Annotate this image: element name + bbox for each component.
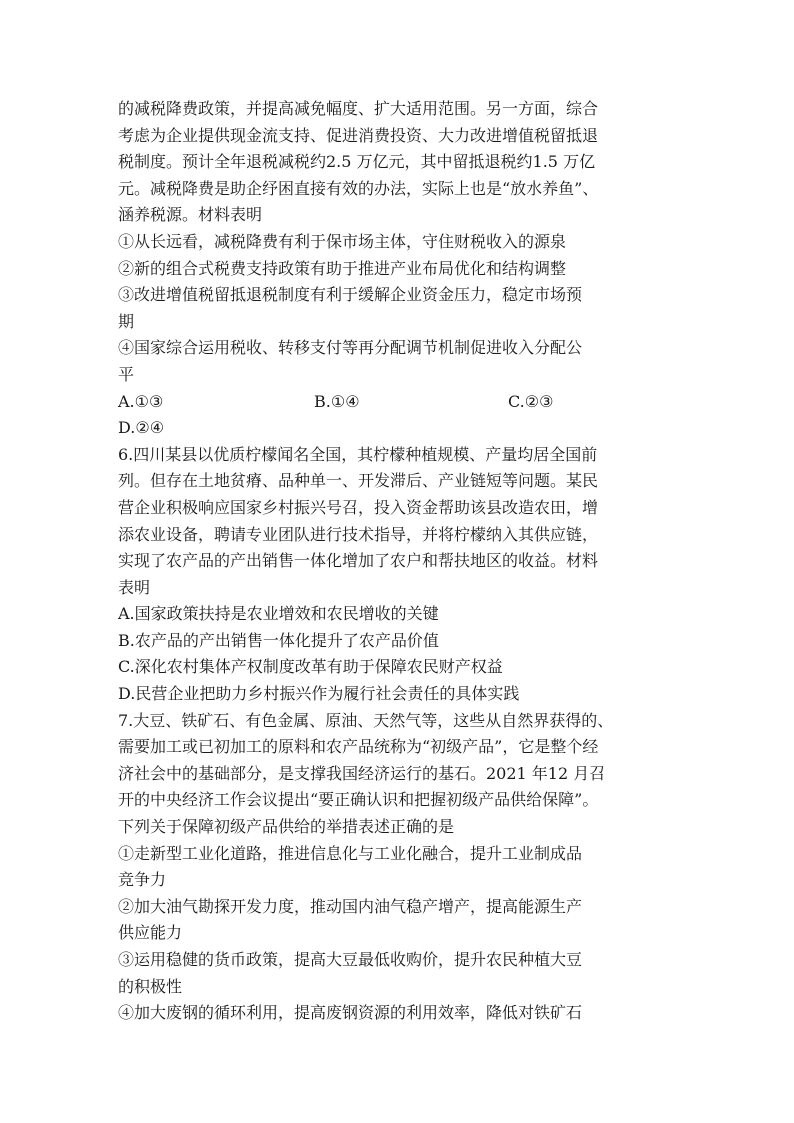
option-b: B.①④ — [314, 391, 360, 411]
option-a: A.国家政策扶持是农业增效和农民增收的关键 — [118, 604, 439, 624]
option-d: D.民营企业把助力乡村振兴作为履行社会责任的具体实践 — [118, 684, 520, 704]
question-5-continued — [118, 96, 684, 442]
statement-1: ①走新型工业化道路，推进信息化与工业化融合，提升工业制成品 — [118, 843, 583, 863]
answer-options — [118, 389, 684, 416]
option-c: C.②③ — [508, 391, 554, 411]
statement-1-cont: 竞争力 — [118, 870, 167, 890]
option-a: A.①③ — [118, 391, 164, 411]
text-line: 税制度。预计全年退税减税约2.5 万亿元，其中留抵退税约1.5 万亿 — [118, 152, 596, 172]
text-line: 考虑为企业提供现金流支持、促进消费投资、大力改进增值税留抵退 — [118, 125, 599, 145]
option-b: B.农产品的产出销售一体化提升了农产品价值 — [118, 630, 439, 650]
statement-2: ②新的组合式税费支持政策有助于推进产业布局优化和结构调整 — [118, 258, 567, 278]
text-line: 列。但存在土地贫瘠、品种单一、开发滞后、产业链短等问题。某民 — [118, 471, 599, 491]
text-line: 添农业设备，聘请专业团队进行技术指导，并将柠檬纳入其供应链， — [118, 524, 599, 544]
statement-2: ②加大油气勘探开发力度，推动国内油气稳产增产，提高能源生产 — [118, 896, 583, 916]
statement-2-cont: 供应能力 — [118, 923, 183, 943]
option-c: C.深化农村集体产权制度改革有助于保障农民财产权益 — [118, 657, 503, 677]
statement-1: ①从长远看，减税降费有利于保市场主体，守住财税收入的源泉 — [118, 231, 567, 251]
option-d: D.②④ — [118, 418, 165, 438]
statement-4: ④加大废钢的循环利用，提高废钢资源的利用效率，降低对铁矿石 — [118, 1003, 583, 1023]
text-line: 表明 — [118, 577, 151, 597]
question-7 — [118, 708, 684, 1027]
text-line: 的减税降费政策，并提高减免幅度、扩大适用范围。另一方面，综合 — [118, 99, 599, 118]
statement-3: ③运用稳健的货币政策，提高大豆最低收购价，提升农民种植大豆 — [118, 950, 583, 969]
text-line: 涵养税源。材料表明 — [118, 205, 263, 225]
question-stem: 6.四川某县以优质柠檬闻名全国，其柠檬种植规模、产量均居全国前 — [118, 444, 598, 464]
question-6 — [118, 442, 684, 708]
text-line: 实现了农产品的产出销售一体化增加了农户和帮扶地区的收益。材料 — [118, 551, 599, 571]
document-page — [118, 96, 684, 1027]
statement-3: ③改进增值税留抵退税制度有利于缓解企业资金压力，稳定市场预 — [118, 285, 583, 305]
question-stem: 7.大豆、铁矿石、有色金属、原油、天然气等，这些从自然界获得的、 — [118, 710, 614, 730]
statement-3-cont: 期 — [118, 311, 135, 331]
statement-4-cont: 平 — [118, 364, 135, 384]
text-line: 元。减税降费是助企纾困直接有效的办法，实际上也是“放水养鱼”、 — [118, 178, 599, 198]
statement-4: ④国家综合运用税收、转移支付等再分配调节机制促进收入分配公 — [118, 338, 583, 358]
text-line: 济社会中的基础部分，是支撑我国经济运行的基石。2021 年12 月召 — [118, 763, 606, 783]
text-line: 开的中央经济工作会议提出“要正确认识和把握初级产品供给保障”。 — [118, 790, 599, 810]
statement-3-cont: 的积极性 — [118, 976, 183, 996]
text-line: 下列关于保障初级产品供给的举措表述正确的是 — [118, 817, 455, 837]
text-line: 需要加工或已初加工的原料和农产品统称为“初级产品”，它是整个经 — [118, 737, 599, 757]
text-line: 营企业积极响应国家乡村振兴号召，投入资金帮助该县改造农田，增 — [118, 497, 599, 517]
